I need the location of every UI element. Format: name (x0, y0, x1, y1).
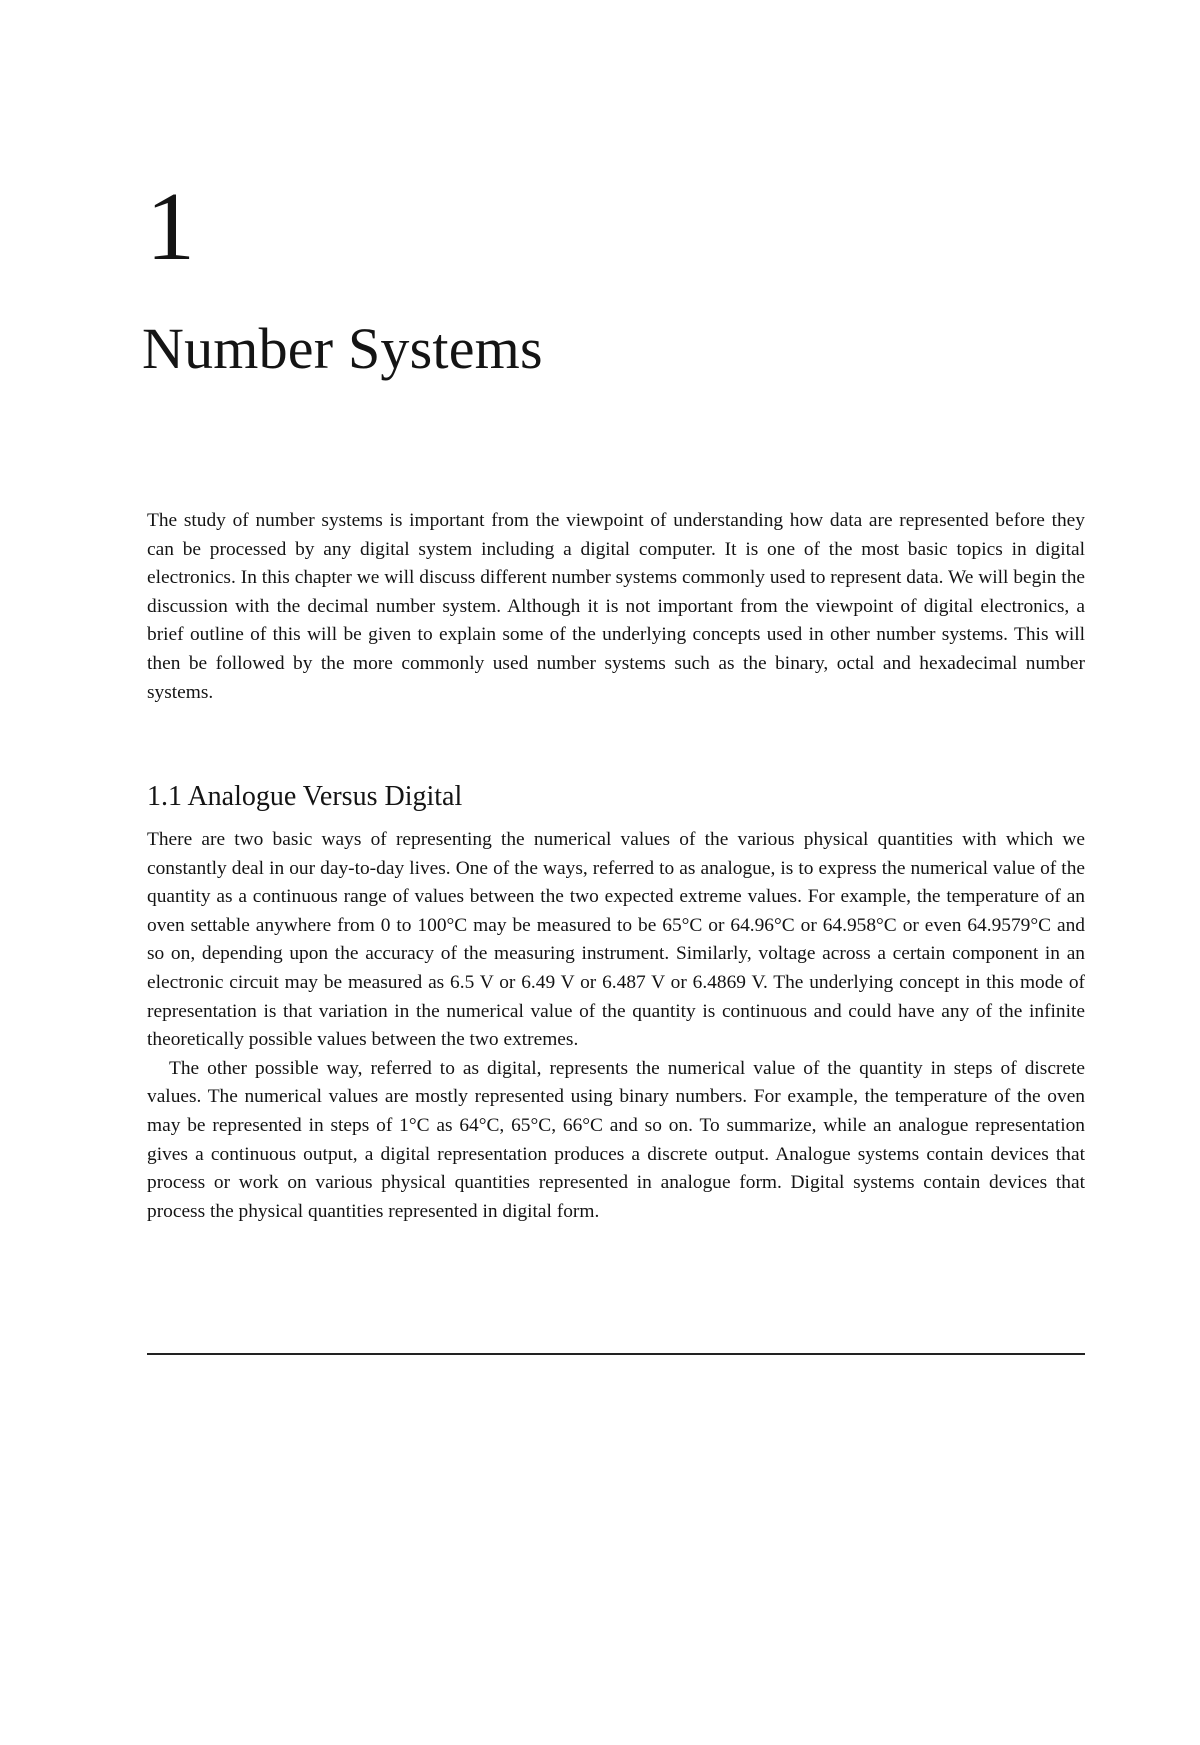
intro-paragraph: The study of number systems is important from the viewpoint of understanding how data are represented before they can be processed by any digital system including a digital computer. It is one of the most basic topics in digital electronics. In this chapter we will discuss different number systems commonly used to represent data. We will begin the discussion with the decimal number system. Although it is not important from the viewpoint of digital electronics, a brief outline of this will be given to explain some of the underlying concepts used in other number systems. This will then be followed by the more commonly used number systems such as the binary, octal and hexadecimal number systems. (147, 510, 1085, 703)
chapter-title: Number Systems (142, 316, 543, 381)
section-paragraph: The other possible way, referred to as digital, represents the numerical value of the quantity in steps of discrete values. The numerical values are mostly represented using binary numbers. For example, the temperature of the oven may be represented in steps of 1°C as 64°C, 65°C, 66°C and so on. To summarize, while an analogue representation gives a continuous output, a digital representation produces a discrete output. Analogue systems contain devices that process or work on various physical quantities represented in analogue form. Digital systems contain devices that process the physical quantities represented in digital form. (147, 1057, 1085, 1222)
section-body (147, 826, 1085, 1226)
section-heading: 1.1 Analogue Versus Digital (147, 781, 463, 812)
footer-rule (147, 1353, 1085, 1355)
section-paragraph: There are two basic ways of representing the numerical values of the various physical quantities with which we constantly deal in our day-to-day lives. One of the ways, referred to as analogue, is to express the numerical value of the quantity as a continuous range of values between the two expected extreme values. For example, the temperature of an oven settable anywhere from 0 to 100°C may be measured to be 65°C or 64.96°C or 64.958°C or even 64.9579°C and so on, depending upon the accuracy of the measuring instrument. Similarly, voltage across a certain component in an electronic circuit may be measured as 6.5 V or 6.49 V or 6.487 V or 6.4869 V. The underlying concept in this mode of representation is that variation in the numerical value of the quantity is continuous and could have any of the infinite theoretically possible values between the two extremes. (147, 829, 1085, 1051)
chapter-number: 1 (146, 173, 195, 281)
